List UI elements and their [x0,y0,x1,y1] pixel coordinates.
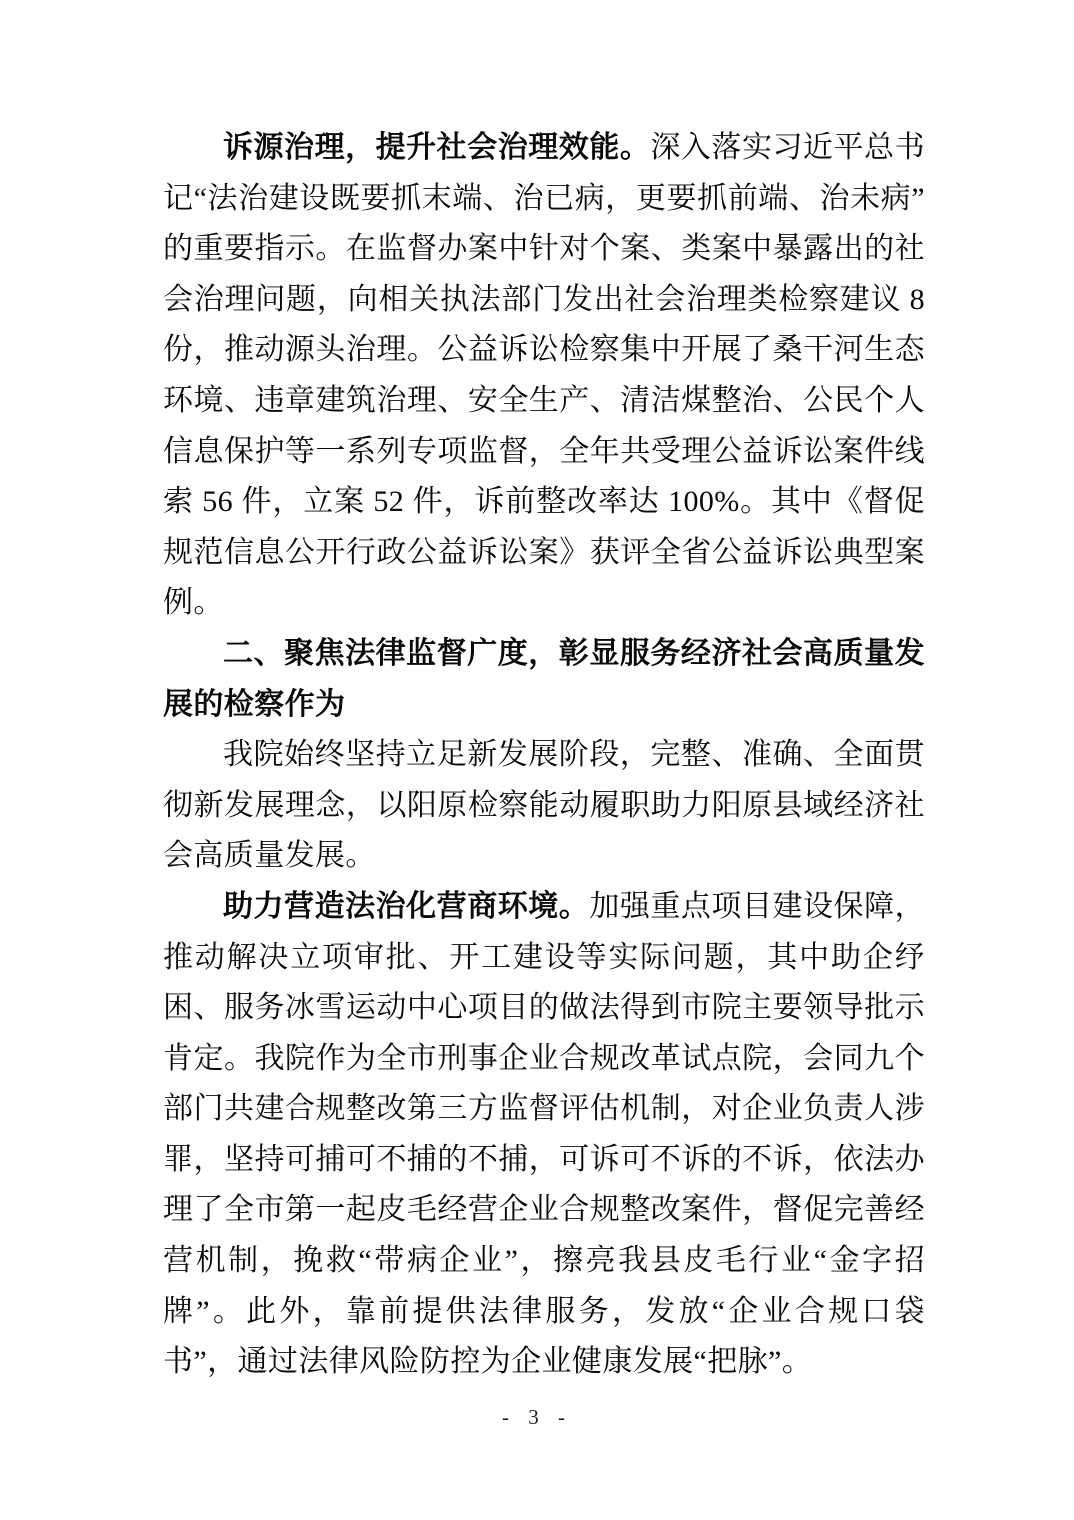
paragraph-development-concept: 我院始终坚持立足新发展阶段，完整、准确、全面贯彻新发展理念，以阳原检察能动履职助力阳原县域经济社会高质量发展。 [163,738,925,873]
paragraph-business-environment [163,882,925,1388]
paragraph-lead-source-governance: 诉源治理，提升社会治理效能。 [223,131,651,164]
paragraph-text-source-governance: 深入落实习近平总书记“法治建设既要抓末端、治已病，更要抓前端、治未病”的重要指示。在监督办案中针对个案、类案中暴露出的社会治理问题，向相关执法部门发出社会治理类检察建议 8 份，推动源头治理。公益诉讼检察集中开展了桑干河生态环境、违章建筑治理、安全生产、清洁煤整治、公民个人信息保护等一系列专项监督，全年共受理公益诉讼案件线索 56 件，立案 52 件，诉前整改率达 100%。其中《督促规范信息公开行政公益诉讼案》获评全省公益诉讼典型案例。 [163,131,925,620]
document-body [163,123,925,1388]
page-footer [0,1405,1074,1430]
section-heading-two: 二、聚焦法律监督广度，彰显服务经济社会高质量发展的检察作为 [163,636,925,721]
paragraph-text-business-environment: 加强重点项目建设保障，推动解决立项审批、开工建设等实际问题，其中助企纾困、服务冰雪运动中心项目的做法得到市院主要领导批示肯定。我院作为全市刑事企业合规改革试点院，会同九个部门共建合规整改第三方监督评估机制，对企业负责人涉罪，坚持可捕可不捕的不捕，可诉可不诉的不诉，依法办理了全市第一起皮毛经营企业合规整改案件，督促完善经营机制，挽救“带病企业”，擦亮我县皮毛行业“金字招牌”。此外，靠前提供法律服务，发放“企业合规口袋书”，通过法律风险防控为企业健康发展“把脉”。 [163,889,925,1379]
page-number: - 3 - [502,1405,572,1429]
paragraph-lead-business-environment: 助力营造法治化营商环境。 [223,889,590,923]
paragraph-source-governance [163,123,925,629]
